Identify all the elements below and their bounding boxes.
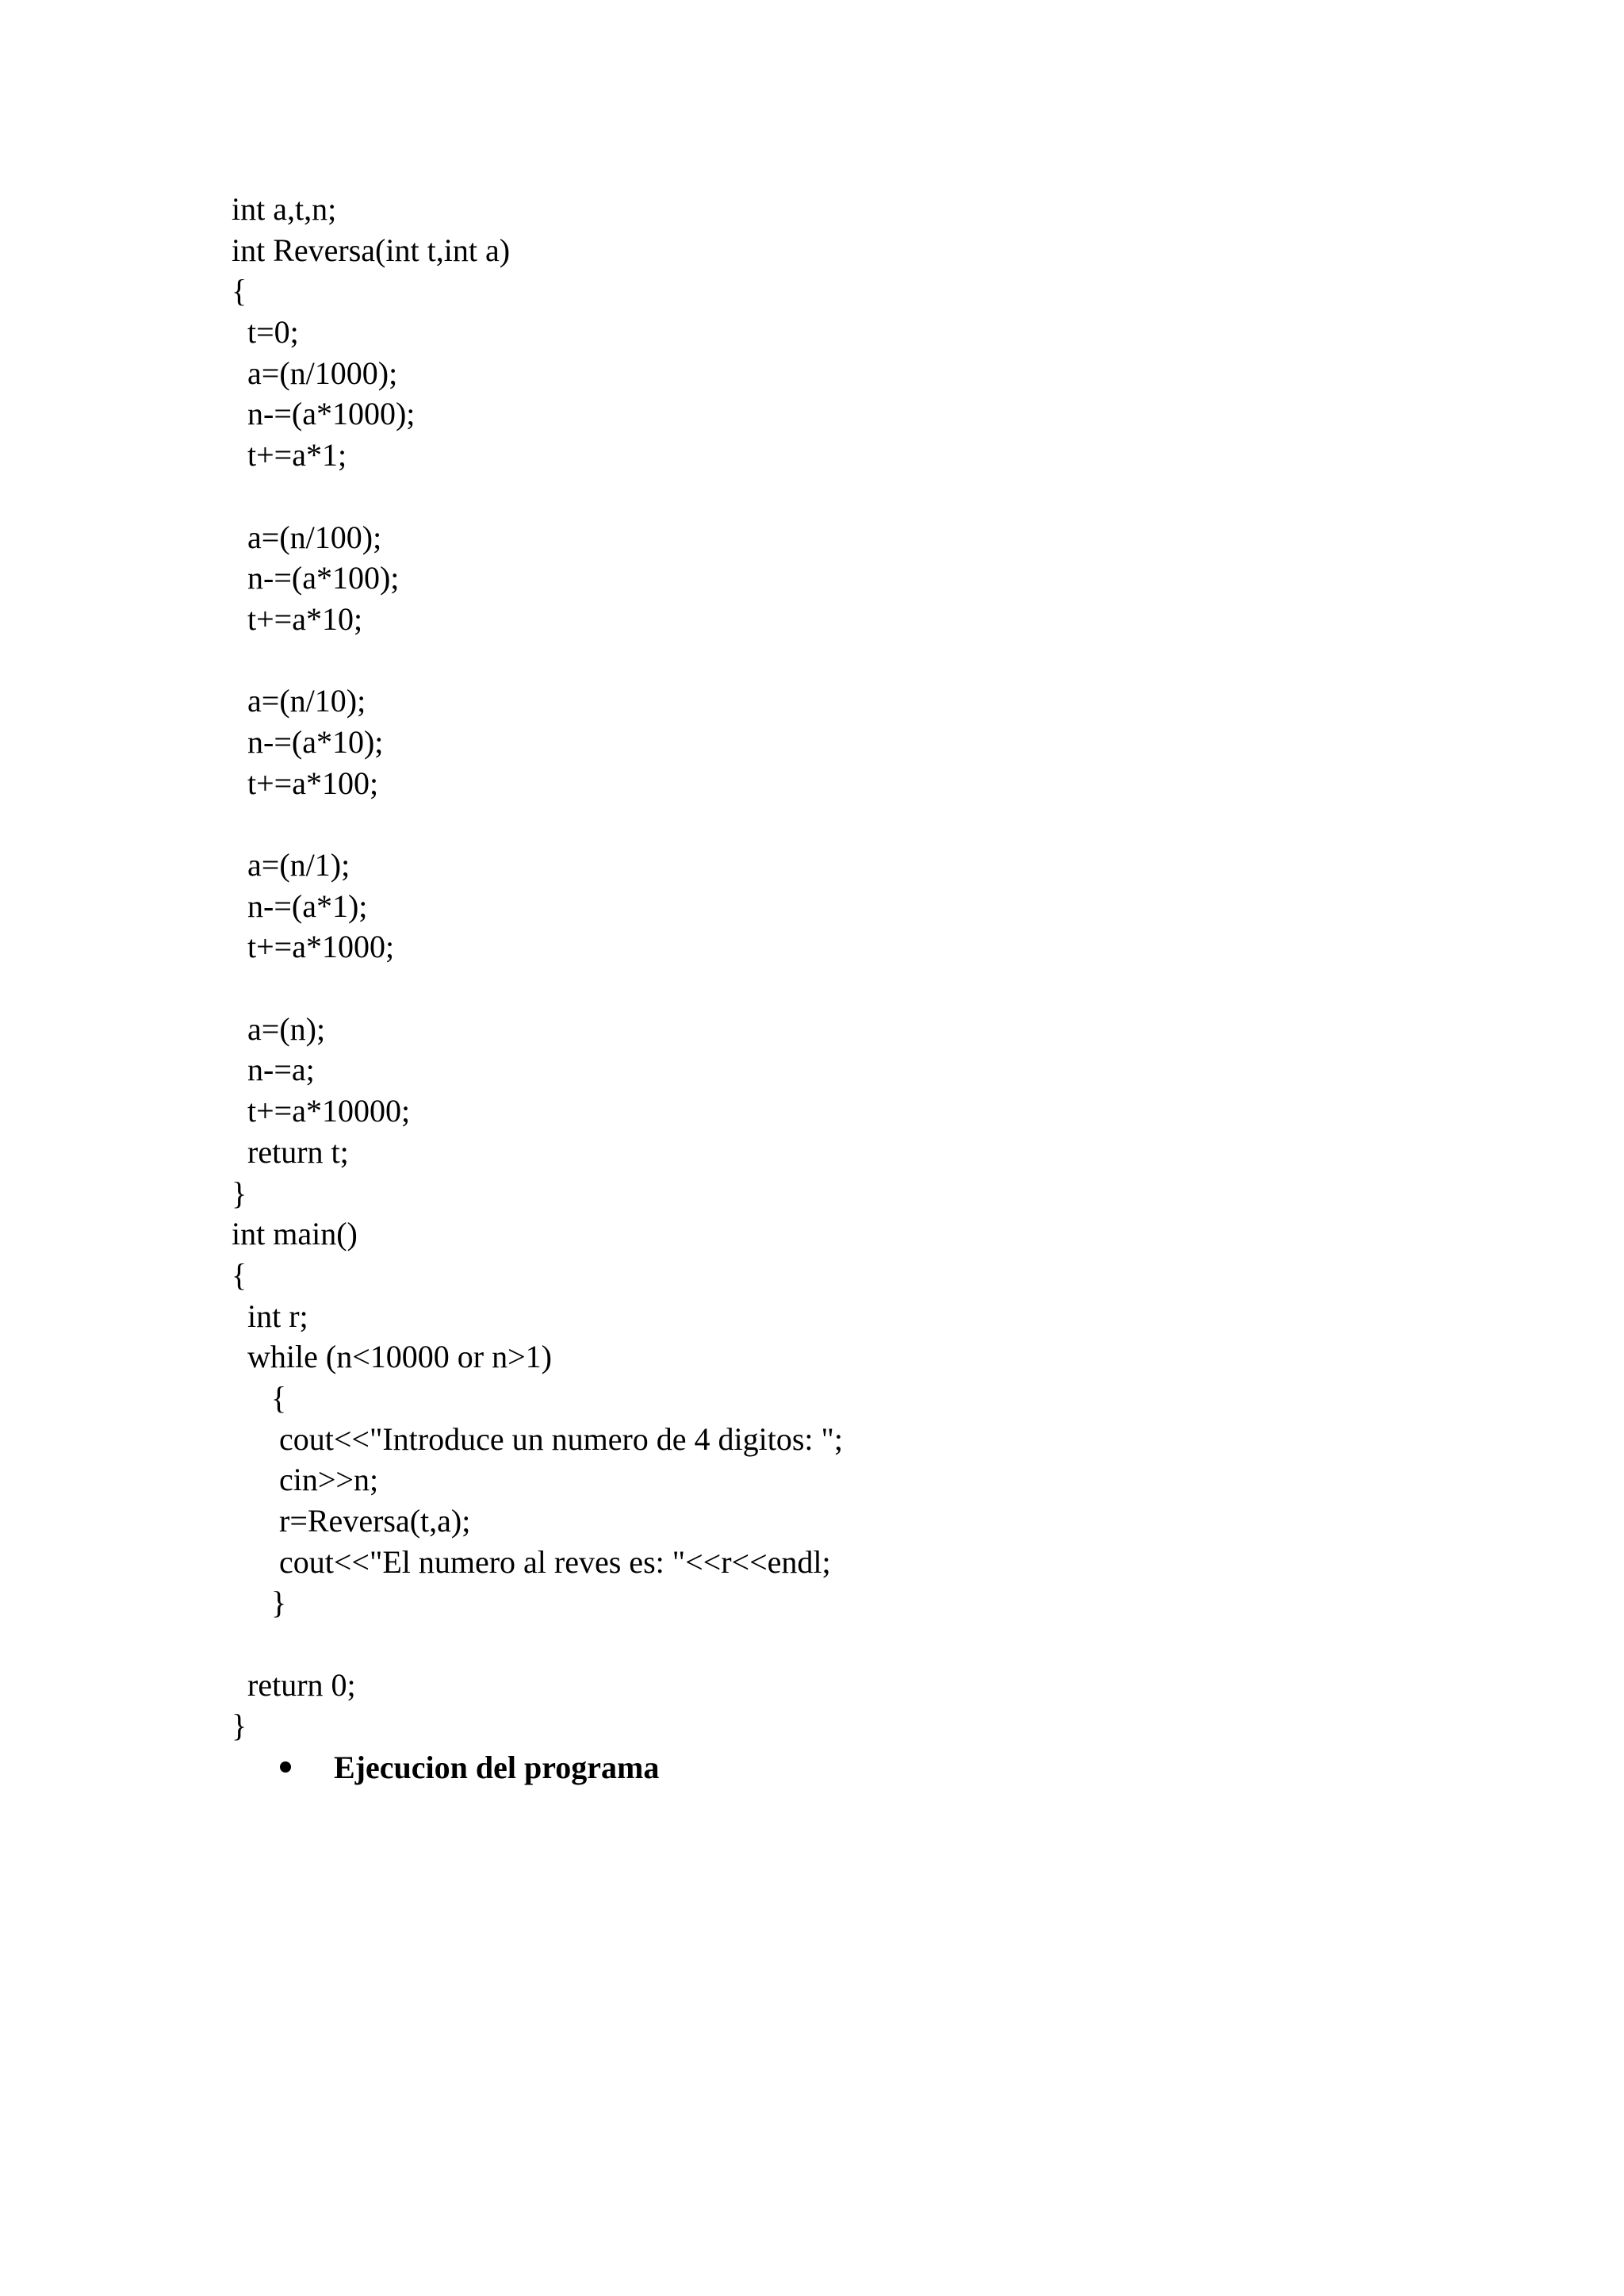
code-line: } — [232, 1708, 247, 1744]
code-line — [232, 1623, 1421, 1665]
code-line: r=Reversa(t,a); — [232, 1503, 471, 1539]
code-line: int r; — [232, 1297, 308, 1334]
code-line: a=(n/10); — [232, 683, 366, 719]
code-line: n-=(a*1); — [232, 887, 368, 924]
code-line: { — [232, 273, 247, 309]
code-line: n-=(a*1000); — [232, 396, 416, 432]
code-line: return 0; — [232, 1666, 356, 1703]
code-line: return t; — [232, 1133, 349, 1170]
code-line: cout<<"El numero al reves es: "<<r<<endl; — [232, 1543, 831, 1580]
code-line: int Reversa(int t,int a) — [232, 232, 511, 268]
code-line: } — [232, 1175, 247, 1211]
code-line: a=(n); — [232, 1010, 326, 1047]
code-line: cout<<"Introduce un numero de 4 digitos: "; — [232, 1420, 843, 1457]
code-line: a=(n/1); — [232, 847, 350, 883]
code-line: t+=a*10000; — [232, 1093, 411, 1129]
code-line: cin>>n; — [232, 1462, 379, 1498]
code-line — [232, 803, 1421, 845]
code-line: } — [232, 1585, 287, 1621]
code-line: t+=a*1000; — [232, 929, 395, 965]
code-line: t=0; — [232, 314, 299, 351]
code-line: while (n<10000 or n>1) — [232, 1339, 552, 1375]
code-line: t+=a*100; — [232, 765, 379, 801]
code-line: { — [232, 1379, 287, 1416]
code-line: a=(n/100); — [232, 519, 382, 555]
section-heading: Ejecucion del programa — [334, 1749, 660, 1785]
code-line — [232, 640, 1421, 681]
code-line: a=(n/1000); — [232, 355, 398, 391]
code-line: n-=(a*100); — [232, 560, 400, 596]
code-line: t+=a*1; — [232, 437, 347, 473]
code-line — [232, 476, 1421, 517]
code-line — [232, 968, 1421, 1009]
bullet-icon — [280, 1761, 291, 1773]
code-line: { — [232, 1256, 247, 1293]
code-line: t+=a*10; — [232, 600, 363, 637]
code-line: n-=a; — [232, 1052, 315, 1088]
bullet-list-item — [280, 1746, 659, 1788]
code-line: int a,t,n; — [232, 191, 337, 227]
code-line: int main() — [232, 1216, 358, 1252]
code-line: n-=(a*10); — [232, 723, 384, 760]
code-block — [232, 189, 1421, 1746]
